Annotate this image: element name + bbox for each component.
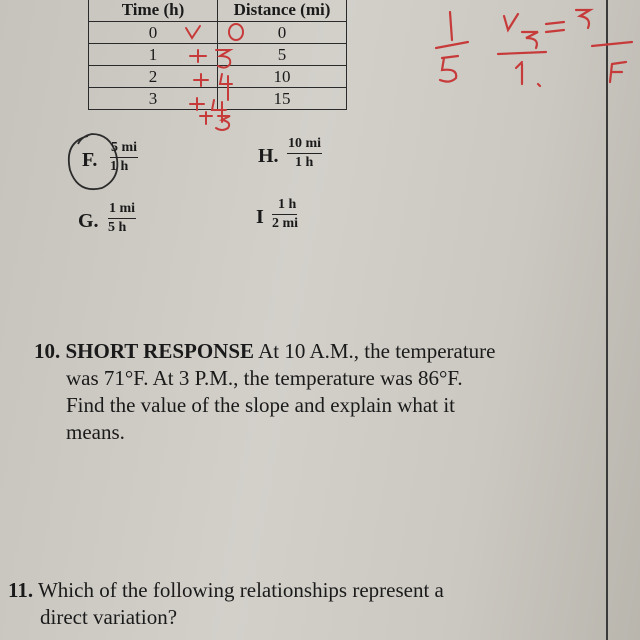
question-10-text-1: At 10 A.M., the temperature xyxy=(258,339,496,363)
choice-h-fraction xyxy=(287,136,322,171)
question-10-line-2: was 71°F. At 3 P.M., the temperature was 86°F. xyxy=(66,366,463,390)
question-10-label: SHORT RESPONSE xyxy=(65,339,255,363)
question-10-line-4: means. xyxy=(66,420,125,444)
choice-f-fraction xyxy=(110,140,138,175)
distance-cell: 5 xyxy=(218,44,347,66)
question-11 xyxy=(8,577,598,631)
table-row xyxy=(89,88,347,110)
choice-i-denominator: 2 mi xyxy=(272,216,299,231)
distance-cell: 0 xyxy=(218,22,347,44)
header-time: Time (h) xyxy=(89,0,218,22)
distance-cell: 10 xyxy=(218,66,347,88)
choice-g-fraction xyxy=(108,201,136,236)
table-row xyxy=(89,22,347,44)
question-11-text-1: Which of the following relationships represent a xyxy=(37,578,444,602)
table-row xyxy=(89,44,347,66)
time-cell: 3 xyxy=(89,88,218,110)
choice-i-fraction xyxy=(272,197,298,232)
choice-h-numerator: 10 mi xyxy=(287,136,322,154)
question-10-number: 10. xyxy=(34,339,61,363)
question-10-line-1 xyxy=(34,338,594,365)
choice-g-denominator: 5 h xyxy=(108,220,127,235)
choice-f-letter[interactable]: F. xyxy=(82,149,98,171)
margin-line xyxy=(606,0,608,640)
choice-f-denominator: 1 h xyxy=(110,159,129,174)
question-11-line-2: direct variation? xyxy=(40,605,178,629)
choice-h-denominator: 1 h xyxy=(295,155,314,170)
choice-f-numerator: 5 mi xyxy=(110,140,138,158)
choice-g-letter[interactable]: G. xyxy=(78,210,99,232)
question-10-line-3: Find the value of the slope and explain what it xyxy=(66,393,455,417)
time-cell: 1 xyxy=(89,44,218,66)
time-distance-table xyxy=(88,0,347,110)
table-header-row xyxy=(89,0,347,22)
choice-i-numerator: 1 h xyxy=(272,197,297,215)
question-11-line-1 xyxy=(8,577,598,604)
distance-cell: 15 xyxy=(218,88,347,110)
choice-g-numerator: 1 mi xyxy=(108,201,136,219)
question-11-number: 11. xyxy=(8,578,34,602)
question-10 xyxy=(34,338,594,446)
table-row xyxy=(89,66,347,88)
header-distance: Distance (mi) xyxy=(218,0,347,22)
choice-i-letter[interactable]: I xyxy=(256,206,264,228)
time-cell: 2 xyxy=(89,66,218,88)
choice-h-letter[interactable]: H. xyxy=(258,145,279,167)
time-cell: 0 xyxy=(89,22,218,44)
